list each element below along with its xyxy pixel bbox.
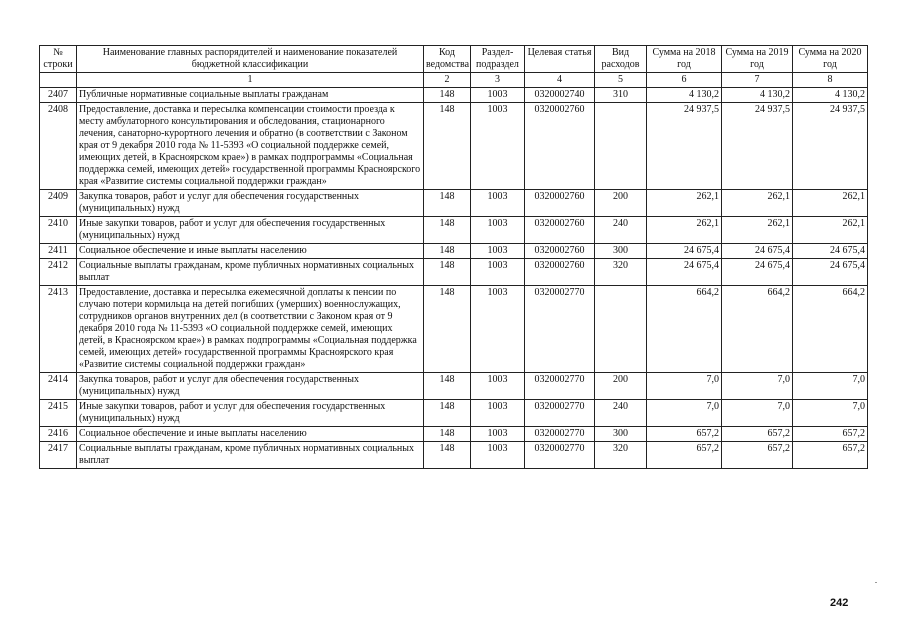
sum-2019-cell: 24 675,4 — [722, 244, 793, 259]
expense-type-cell: 300 — [595, 427, 647, 442]
expense-type-cell: 320 — [595, 442, 647, 469]
sum-2019-cell: 262,1 — [722, 190, 793, 217]
header-target-article: Целевая статья — [525, 46, 595, 73]
sum-2020-cell: 657,2 — [793, 427, 868, 442]
index-cell: 8 — [793, 73, 868, 88]
row-number-cell: 2412 — [40, 259, 77, 286]
row-number-cell: 2411 — [40, 244, 77, 259]
row-number-cell: 2415 — [40, 400, 77, 427]
row-number-cell: 2407 — [40, 88, 77, 103]
sum-2019-cell: 24 675,4 — [722, 259, 793, 286]
table-row — [40, 88, 868, 103]
index-cell: 7 — [722, 73, 793, 88]
page-number: 242 — [830, 597, 849, 609]
name-cell: Предоставление, доставка и пересылка компенсации стоимости проезда к месту амбулаторного консультирования и обследования, стационарного лечения, санаторно-курортного лечения и обратно (в соответствии с Законом края от 9 декабря 2010 года № 11-5393 «О социальной поддержке семей, имеющих детей, в Красноярском крае») в рамках подпрограммы «Социальная поддержка семей, имеющих детей» государственной программы Красноярского края «Развитие системы социальной поддержки граждан» — [77, 103, 424, 190]
target-article-cell: 0320002770 — [525, 286, 595, 373]
row-number-cell: 2416 — [40, 427, 77, 442]
department-code-cell: 148 — [424, 217, 471, 244]
expense-type-cell: 200 — [595, 190, 647, 217]
scan-mark — [875, 582, 877, 583]
sum-2019-cell: 4 130,2 — [722, 88, 793, 103]
target-article-cell: 0320002770 — [525, 373, 595, 400]
sum-2020-cell: 262,1 — [793, 190, 868, 217]
name-cell: Закупка товаров, работ и услуг для обеспечения государственных (муниципальных) нужд — [77, 373, 424, 400]
sum-2019-cell: 7,0 — [722, 373, 793, 400]
expense-type-cell: 300 — [595, 244, 647, 259]
sum-2020-cell: 262,1 — [793, 217, 868, 244]
table-header — [40, 46, 868, 88]
name-cell: Социальные выплаты гражданам, кроме публичных нормативных социальных выплат — [77, 259, 424, 286]
sum-2019-cell: 24 937,5 — [722, 103, 793, 190]
row-number-cell: 2413 — [40, 286, 77, 373]
section-cell: 1003 — [471, 400, 525, 427]
table-row — [40, 259, 868, 286]
sum-2018-cell: 7,0 — [647, 400, 722, 427]
department-code-cell: 148 — [424, 286, 471, 373]
expense-type-cell: 320 — [595, 259, 647, 286]
table-row — [40, 286, 868, 373]
sum-2019-cell: 664,2 — [722, 286, 793, 373]
department-code-cell: 148 — [424, 427, 471, 442]
header-sum-2018: Сумма на 2018 год — [647, 46, 722, 73]
department-code-cell: 148 — [424, 373, 471, 400]
table-row — [40, 373, 868, 400]
expense-type-cell: 240 — [595, 217, 647, 244]
target-article-cell: 0320002760 — [525, 217, 595, 244]
row-number-cell: 2410 — [40, 217, 77, 244]
sum-2020-cell: 24 675,4 — [793, 259, 868, 286]
section-cell: 1003 — [471, 286, 525, 373]
expense-type-cell: 240 — [595, 400, 647, 427]
header-row-number: № строки — [40, 46, 77, 73]
name-cell: Социальное обеспечение и иные выплаты населению — [77, 244, 424, 259]
sum-2020-cell: 24 675,4 — [793, 244, 868, 259]
table-row — [40, 442, 868, 469]
sum-2020-cell: 7,0 — [793, 373, 868, 400]
sum-2019-cell: 657,2 — [722, 442, 793, 469]
sum-2018-cell: 7,0 — [647, 373, 722, 400]
index-cell: 6 — [647, 73, 722, 88]
row-number-cell: 2417 — [40, 442, 77, 469]
header-sum-2020: Сумма на 2020 год — [793, 46, 868, 73]
sum-2020-cell: 4 130,2 — [793, 88, 868, 103]
header-section: Раздел-подраздел — [471, 46, 525, 73]
section-cell: 1003 — [471, 88, 525, 103]
index-cell: 2 — [424, 73, 471, 88]
section-cell: 1003 — [471, 217, 525, 244]
index-cell: 1 — [77, 73, 424, 88]
department-code-cell: 148 — [424, 88, 471, 103]
header-sum-2019: Сумма на 2019 год — [722, 46, 793, 73]
sum-2020-cell: 24 937,5 — [793, 103, 868, 190]
table-body — [40, 88, 868, 469]
table-row — [40, 103, 868, 190]
section-cell: 1003 — [471, 442, 525, 469]
section-cell: 1003 — [471, 190, 525, 217]
sum-2020-cell: 664,2 — [793, 286, 868, 373]
table-row — [40, 400, 868, 427]
target-article-cell: 0320002760 — [525, 103, 595, 190]
expense-type-cell: 310 — [595, 88, 647, 103]
header-name: Наименование главных распорядителей и наименование показателей бюджетной классификации — [77, 46, 424, 73]
name-cell: Иные закупки товаров, работ и услуг для обеспечения государственных (муниципальных) нужд — [77, 217, 424, 244]
sum-2019-cell: 262,1 — [722, 217, 793, 244]
sum-2018-cell: 24 675,4 — [647, 259, 722, 286]
expense-type-cell — [595, 286, 647, 373]
section-cell: 1003 — [471, 427, 525, 442]
section-cell: 1003 — [471, 373, 525, 400]
name-cell: Социальное обеспечение и иные выплаты населению — [77, 427, 424, 442]
sum-2018-cell: 4 130,2 — [647, 88, 722, 103]
expense-type-cell: 200 — [595, 373, 647, 400]
row-number-cell: 2414 — [40, 373, 77, 400]
table-row — [40, 217, 868, 244]
sum-2019-cell: 7,0 — [722, 400, 793, 427]
table-row — [40, 190, 868, 217]
sum-2018-cell: 262,1 — [647, 190, 722, 217]
header-row — [40, 46, 868, 73]
sum-2018-cell: 657,2 — [647, 427, 722, 442]
index-cell: 3 — [471, 73, 525, 88]
target-article-cell: 0320002770 — [525, 400, 595, 427]
name-cell: Иные закупки товаров, работ и услуг для обеспечения государственных (муниципальных) нужд — [77, 400, 424, 427]
department-code-cell: 148 — [424, 442, 471, 469]
row-number-cell: 2409 — [40, 190, 77, 217]
department-code-cell: 148 — [424, 400, 471, 427]
expense-type-cell — [595, 103, 647, 190]
sum-2020-cell: 7,0 — [793, 400, 868, 427]
table-row — [40, 244, 868, 259]
target-article-cell: 0320002760 — [525, 190, 595, 217]
target-article-cell: 0320002770 — [525, 427, 595, 442]
target-article-cell: 0320002760 — [525, 244, 595, 259]
sum-2018-cell: 657,2 — [647, 442, 722, 469]
department-code-cell: 148 — [424, 259, 471, 286]
index-cell — [40, 73, 77, 88]
header-expense-type: Вид расходов — [595, 46, 647, 73]
index-cell: 4 — [525, 73, 595, 88]
section-cell: 1003 — [471, 259, 525, 286]
name-cell: Предоставление, доставка и пересылка ежемесячной доплаты к пенсии по случаю потери кормильца на детей погибших (умерших) военнослужащих, сотрудников органов внутренних дел (в соответствии с Законом края от 9 декабря 2010 года № 11-5393 «О социальной поддержке семей, имеющих детей, в Красноярском крае») в рамках подпрограммы «Социальная поддержка семей, имеющих детей» государственной программы Красноярского края «Развитие системы социальной поддержки граждан» — [77, 286, 424, 373]
section-cell: 1003 — [471, 103, 525, 190]
budget-table — [39, 45, 868, 469]
name-cell: Социальные выплаты гражданам, кроме публичных нормативных социальных выплат — [77, 442, 424, 469]
sum-2019-cell: 657,2 — [722, 427, 793, 442]
sum-2018-cell: 24 937,5 — [647, 103, 722, 190]
department-code-cell: 148 — [424, 244, 471, 259]
target-article-cell: 0320002760 — [525, 259, 595, 286]
sum-2018-cell: 262,1 — [647, 217, 722, 244]
table-row — [40, 427, 868, 442]
department-code-cell: 148 — [424, 190, 471, 217]
name-cell: Закупка товаров, работ и услуг для обеспечения государственных (муниципальных) нужд — [77, 190, 424, 217]
sum-2020-cell: 657,2 — [793, 442, 868, 469]
sum-2018-cell: 24 675,4 — [647, 244, 722, 259]
header-department-code: Код ведомства — [424, 46, 471, 73]
name-cell: Публичные нормативные социальные выплаты гражданам — [77, 88, 424, 103]
column-index-row — [40, 73, 868, 88]
target-article-cell: 0320002770 — [525, 442, 595, 469]
row-number-cell: 2408 — [40, 103, 77, 190]
sum-2018-cell: 664,2 — [647, 286, 722, 373]
target-article-cell: 0320002740 — [525, 88, 595, 103]
section-cell: 1003 — [471, 244, 525, 259]
index-cell: 5 — [595, 73, 647, 88]
department-code-cell: 148 — [424, 103, 471, 190]
